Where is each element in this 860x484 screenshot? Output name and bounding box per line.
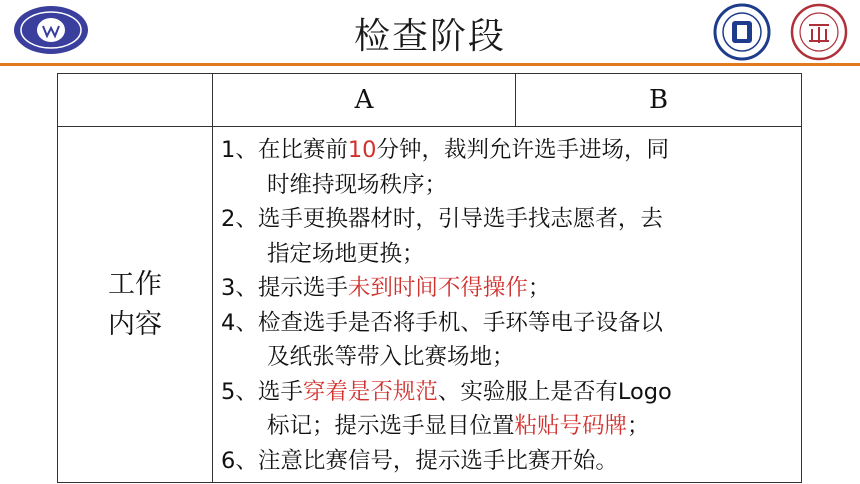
header-col-a: A xyxy=(213,74,516,127)
page-title: 检查阶段 xyxy=(353,16,506,57)
row-label-line: 工作 xyxy=(108,268,162,300)
row-label xyxy=(58,127,213,483)
list-item xyxy=(221,202,795,271)
header-col-b: B xyxy=(516,74,802,127)
work-content-table xyxy=(57,73,802,483)
item-text: 1、在比赛前 xyxy=(221,137,348,163)
table-row xyxy=(58,127,802,483)
item-text: 指定场地更换； xyxy=(267,240,425,267)
list-item xyxy=(221,133,795,202)
table-header-row xyxy=(58,74,802,127)
highlight-text: 未到时间不得操作 xyxy=(347,275,528,301)
item-text: 4、检查选手是否将手机、手环等电子设备以 xyxy=(221,309,663,336)
title-divider xyxy=(0,63,860,66)
list-item xyxy=(221,271,795,306)
item-text: 5、选手 xyxy=(221,378,303,405)
row-label-line: 内容 xyxy=(108,308,162,340)
item-text: 2、选手更换器材时，引导选手找志愿者，去 xyxy=(221,206,663,232)
item-text: 分钟，裁判允许选手进场，同 xyxy=(376,137,669,163)
list-item xyxy=(221,444,795,479)
item-text: 6、注意比赛信号，提示选手比赛开始。 xyxy=(221,447,618,474)
item-text: ； xyxy=(627,413,650,439)
minjiang-university-logo xyxy=(706,3,778,61)
content-cell xyxy=(213,127,802,483)
item-text: 及纸张等带入比赛场地； xyxy=(267,344,515,370)
item-text: ； xyxy=(527,275,551,301)
item-text: 标记；提示选手显目位置 xyxy=(267,413,515,439)
highlight-text: 穿着是否规范 xyxy=(302,378,438,405)
item-text: 3、提示选手 xyxy=(221,275,348,301)
list-item xyxy=(221,306,795,375)
list-item xyxy=(221,375,795,444)
donghua-university-logo xyxy=(784,3,854,61)
header-empty-cell xyxy=(58,74,213,127)
item-text: 时维持现场秩序； xyxy=(267,171,448,198)
highlight-text: 粘贴号码牌 xyxy=(514,413,628,439)
item-text: 、实验服上是否有Logo xyxy=(437,378,672,405)
content-list xyxy=(221,133,795,478)
highlight-text: 10 xyxy=(347,137,377,163)
